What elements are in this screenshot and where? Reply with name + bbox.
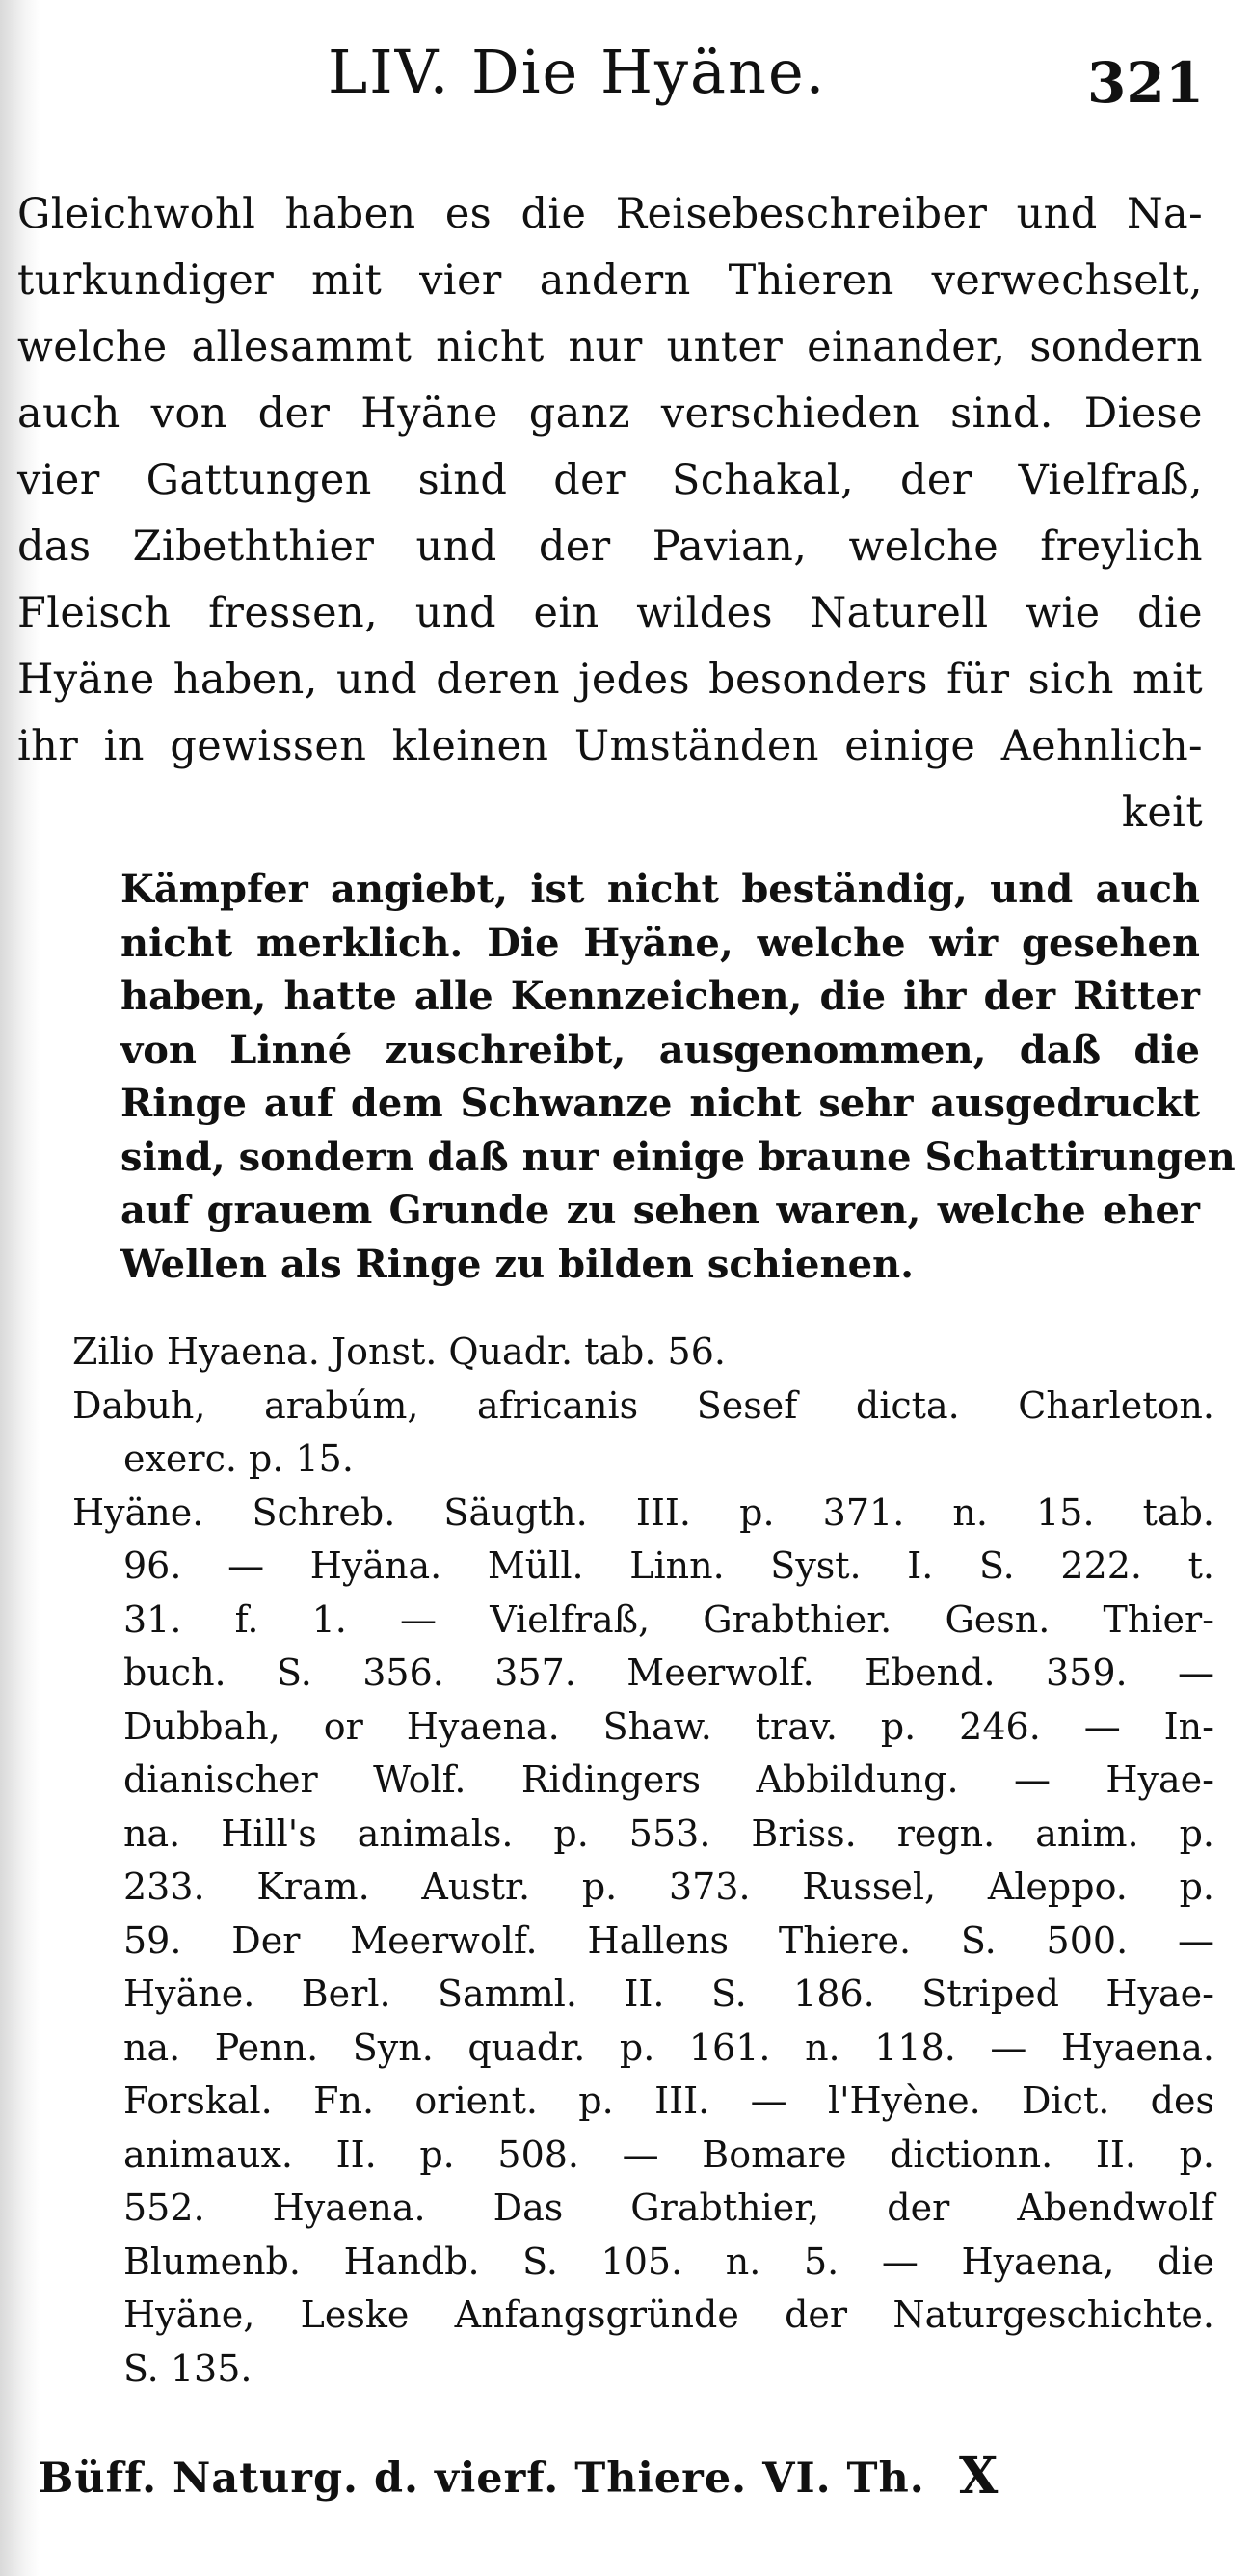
text-line: auch von der Hyäne ganz verschieden sind. Diese <box>17 389 1203 438</box>
reference-line: animaux. II. p. 508. — Bomare dictionn. II. p. <box>123 2133 1214 2176</box>
footnote-line: nicht merklich. Die Hyäne, welche wir gesehen <box>120 920 1200 966</box>
reference-line: 31. f. 1. — Vielfraß, Grabthier. Gesn. Thier- <box>123 1597 1214 1641</box>
reference-line: Dubbah, or Hyaena. Shaw. trav. p. 246. — In- <box>123 1704 1214 1748</box>
running-head: LIV. Die Hyäne. <box>328 37 827 107</box>
text-line: vier Gattungen sind der Schakal, der Vielfraß, <box>17 456 1203 504</box>
footnote-line: Kämpfer angiebt, ist nicht beständig, und auch <box>120 867 1200 912</box>
reference-list <box>72 1326 1214 2396</box>
reference-line: Dabuh, arabúm, africanis Sesef dicta. Charleton. <box>72 1383 1214 1427</box>
signature-line <box>39 2447 1224 2512</box>
catchword: keit <box>1121 789 1203 837</box>
text-line: welche allesammt nicht nur unter einander, sondern <box>17 323 1203 371</box>
page-number: 321 <box>1087 50 1205 116</box>
reference-line: S. 135. <box>123 2347 253 2390</box>
reference-line: na. Hill's animals. p. 553. Briss. regn. anim. p. <box>123 1811 1214 1855</box>
signature-mark: X <box>959 2447 999 2506</box>
signature-text: Büff. Naturg. d. vierf. Thiere. VI. Th. <box>39 2455 925 2503</box>
reference-line: buch. S. 356. 357. Meerwolf. Ebend. 359. — <box>123 1651 1214 1694</box>
text-line: Hyäne haben, und deren jedes besonders für sich mit <box>17 656 1203 704</box>
reference-line: Hyäne. Berl. Samml. II. S. 186. Striped Hyae- <box>123 1972 1214 2015</box>
reference-line: 59. Der Meerwolf. Hallens Thiere. S. 500. — <box>123 1919 1214 1962</box>
footnote-line: Wellen als Ringe zu bilden schienen. <box>120 1241 915 1287</box>
text-line: das Zibeththier und der Pavian, welche freylich <box>17 523 1203 571</box>
reference-line: Blumenb. Handb. S. 105. n. 5. — Hyaena, die <box>123 2240 1214 2283</box>
footnote-line: sind, sondern daß nur einige braune Schattirungen <box>120 1134 1236 1180</box>
reference-line: Hyäne. Schreb. Säugth. III. p. 371. n. 15. tab. <box>72 1490 1214 1534</box>
reference-line: exerc. p. 15. <box>123 1437 354 1480</box>
footnote-line: haben, hatte alle Kennzeichen, die ihr der Ritter <box>120 974 1200 1019</box>
footnote-continuation <box>120 863 1236 1291</box>
main-paragraph <box>17 181 1203 846</box>
footnote-line: von Linné zuschreibt, ausgenommen, daß die <box>120 1027 1200 1073</box>
footnote-line: Ringe auf dem Schwanze nicht sehr ausgedruckt <box>120 1081 1200 1126</box>
reference-line: 233. Kram. Austr. p. 373. Russel, Aleppo. p. <box>123 1865 1214 1908</box>
reference-line: Hyäne, Leske Anfangsgründe der Naturgeschichte. <box>123 2294 1214 2336</box>
reference-line: dianischer Wolf. Ridingers Abbildung. — Hyae- <box>123 1758 1214 1801</box>
reference-line: na. Penn. Syn. quadr. p. 161. n. 118. — Hyaena. <box>123 2026 1214 2069</box>
text-line: Gleichwohl haben es die Reisebeschreiber und Na- <box>17 190 1203 238</box>
reference-line: Zilio Hyaena. Jonst. Quadr. tab. 56. <box>72 1330 726 1373</box>
text-line: Fleisch fressen, und ein wildes Naturell wie die <box>17 589 1203 637</box>
page-header <box>0 37 1252 143</box>
reference-line: 552. Hyaena. Das Grabthier, der Abendwolf <box>123 2187 1214 2229</box>
footnote-line: auf grauem Grunde zu sehen waren, welche eher <box>120 1188 1200 1233</box>
text-line: turkundiger mit vier andern Thieren verwechselt, <box>17 256 1203 305</box>
reference-line: 96. — Hyäna. Müll. Linn. Syst. I. S. 222. t. <box>123 1544 1214 1587</box>
reference-line: Forskal. Fn. orient. p. III. — l'Hyène. Dict. des <box>123 2080 1214 2122</box>
text-line: ihr in gewissen kleinen Umständen einige Aehnlich- <box>17 722 1203 770</box>
